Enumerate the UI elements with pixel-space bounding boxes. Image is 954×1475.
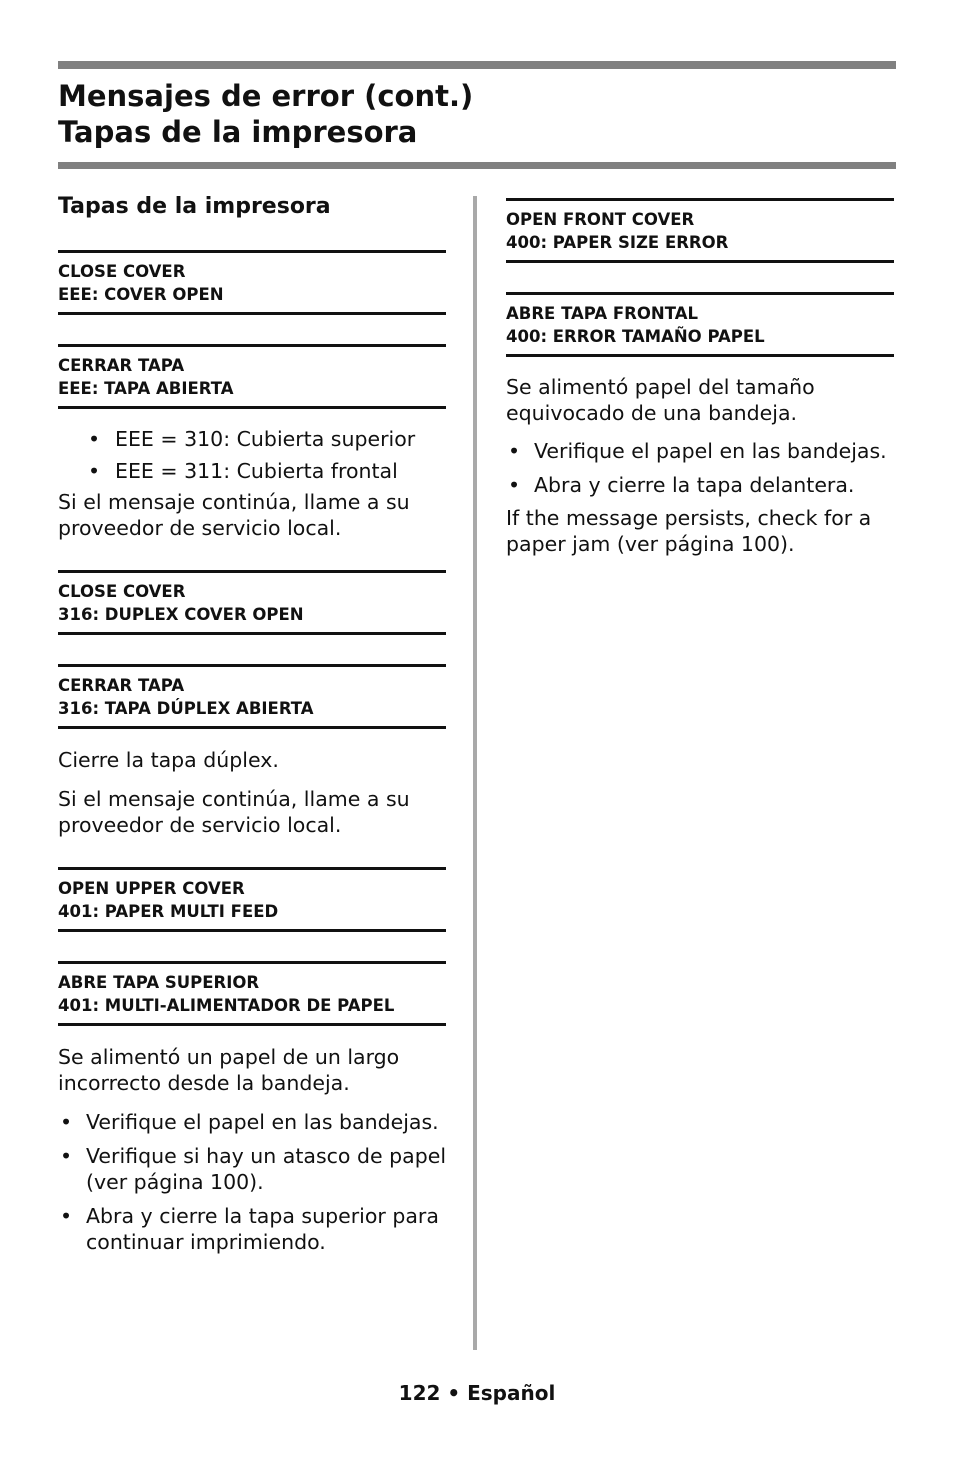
message-box-cerrar-tapa	[58, 344, 446, 409]
page-title-line1: Mensajes de error (cont.)	[58, 79, 474, 113]
paragraph: Si el mensaje continúa, llame a su proveedor de servicio local.	[58, 490, 410, 540]
page-title-line2: Tapas de la impresora	[58, 115, 418, 149]
list-item: • Abra y cierre la tapa superior para continuar imprimiendo.	[58, 1203, 448, 1255]
column-divider	[473, 196, 477, 1350]
message-code: 316: DUPLEX COVER OPEN	[58, 605, 304, 624]
message-line: CLOSE COVER	[58, 262, 186, 281]
message-line: OPEN FRONT COVER	[506, 210, 695, 229]
page-title	[58, 78, 473, 150]
message-code: 400: ERROR TAMAÑO PAPEL	[506, 327, 765, 346]
message-code: EEE: TAPA ABIERTA	[58, 379, 234, 398]
message-line: OPEN UPPER COVER	[58, 879, 245, 898]
message-line: ABRE TAPA FRONTAL	[506, 304, 698, 323]
message-box-duplex-cover-open	[58, 570, 446, 635]
paragraph: Si el mensaje continúa, llame a su proveedor de servicio local.	[58, 787, 410, 837]
message-box-close-cover	[58, 250, 446, 315]
right-column	[506, 198, 896, 557]
instructions-list	[506, 438, 896, 498]
message-box-error-tamano	[506, 292, 894, 357]
message-code: 401: MULTI-ALIMENTADOR DE PAPEL	[58, 996, 395, 1015]
message-code: 316: TAPA DÚPLEX ABIERTA	[58, 699, 314, 718]
list-item: • Abra y cierre la tapa delantera.	[506, 472, 896, 498]
page-footer: 122 • Español	[398, 1381, 556, 1405]
paragraph: Se alimentó papel del tamaño equivocado de una bandeja.	[506, 375, 815, 425]
message-line: CERRAR TAPA	[58, 356, 185, 375]
message-box-paper-size-error	[506, 198, 894, 263]
message-code: 400: PAPER SIZE ERROR	[506, 233, 729, 252]
left-column	[58, 190, 448, 1255]
list-item: • Verifique si hay un atasco de papel (ver página 100).	[58, 1143, 448, 1195]
message-line: ABRE TAPA SUPERIOR	[58, 973, 260, 992]
section-heading: Tapas de la impresora	[58, 194, 331, 219]
paragraph: If the message persists, check for a paper jam (ver página 100).	[506, 506, 872, 556]
message-code: 401: PAPER MULTI FEED	[58, 902, 279, 921]
message-box-paper-multi-feed	[58, 867, 446, 932]
message-box-multi-alimentador	[58, 961, 446, 1026]
message-box-tapa-duplex	[58, 664, 446, 729]
list-item: • Verifique el papel en las bandejas.	[506, 438, 896, 464]
paragraph: Se alimentó un papel de un largo incorrecto desde la bandeja.	[58, 1045, 400, 1095]
message-line: CERRAR TAPA	[58, 676, 185, 695]
message-code: EEE: COVER OPEN	[58, 285, 224, 304]
list-item: • Verifique el papel en las bandejas.	[58, 1109, 448, 1135]
instructions-list	[58, 1109, 448, 1255]
paragraph: Cierre la tapa dúplex.	[58, 748, 279, 772]
list-item: • EEE = 311: Cubierta frontal	[58, 458, 448, 484]
header-bottom-rule	[58, 162, 896, 169]
list-item: • EEE = 310: Cubierta superior	[58, 426, 448, 452]
cover-code-list	[58, 426, 448, 484]
header-top-rule	[58, 61, 896, 69]
message-line: CLOSE COVER	[58, 582, 186, 601]
